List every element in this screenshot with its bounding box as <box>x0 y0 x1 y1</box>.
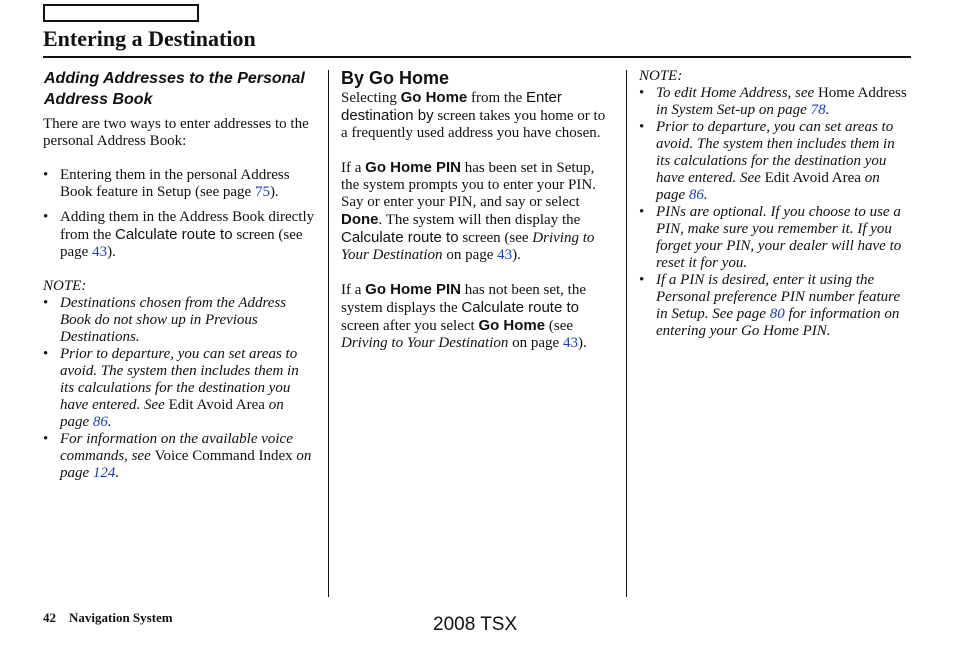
header-tab-box <box>43 4 199 22</box>
page-number: 42 <box>43 610 56 625</box>
note-item: • Destinations chosen from the Address Book do not show up in Previous Destinations. <box>43 295 315 346</box>
note-list <box>639 85 911 340</box>
note-list <box>43 295 315 482</box>
page-footer <box>43 610 173 626</box>
page-link[interactable]: 43 <box>562 335 578 351</box>
title-rule <box>43 56 911 58</box>
column-divider <box>626 70 627 597</box>
column-right <box>639 68 911 340</box>
section-name: Navigation System <box>69 610 173 625</box>
column-divider <box>328 70 329 597</box>
section-heading: By Go Home <box>341 68 450 88</box>
subheading: Adding Addresses to the Personal Address Book <box>44 70 305 108</box>
page-link[interactable]: 43 <box>92 244 108 260</box>
note-label: NOTE: <box>639 68 683 84</box>
note-item: • PINs are optional. If you choose to use a PIN, make sure you remember it. If you forget your PIN, your dealer will have to reset it for you. <box>639 204 911 272</box>
list-item: • Entering them in the personal Address Book feature in Setup (see page 75). <box>43 167 315 201</box>
page-title: Entering a Destination <box>43 26 256 51</box>
note-item: • If a PIN is desired, enter it using the Personal preference PIN number feature in Setup. See page 80 for information on entering your Go Home PIN. <box>639 272 911 340</box>
page-link[interactable]: 43 <box>497 247 513 263</box>
note-item: • To edit Home Address, see Home Address in System Set-up on page 78. <box>639 85 911 119</box>
paragraph: Selecting Go Home from the Enter destination by screen takes you home or to a frequently used address you have chosen. <box>341 89 606 141</box>
note-label: NOTE: <box>43 278 87 294</box>
page-link[interactable]: 75 <box>254 184 270 200</box>
paragraph: If a Go Home PIN has not been set, the system displays the Calculate route to screen after you select Go Home (see Driving to Your Destination on page 43). <box>341 281 587 351</box>
note-item: • Prior to departure, you can set areas to avoid. The system then includes them in its calculations for the destination you have entered. See Edit Avoid Area on page 86. <box>43 346 315 431</box>
page-link[interactable]: 124 <box>92 465 116 481</box>
bullet-list <box>43 167 315 261</box>
page-link[interactable]: 86 <box>92 414 108 430</box>
page-link[interactable]: 80 <box>769 306 785 322</box>
page-link[interactable]: 86 <box>688 187 704 203</box>
column-left <box>43 68 315 482</box>
intro-text: There are two ways to enter addresses to the personal Address Book: <box>43 116 309 149</box>
note-item: • For information on the available voice commands, see Voice Command Index on page 124. <box>43 431 315 482</box>
note-item: • Prior to departure, you can set areas to avoid. The system then includes them in its calculations for the destination you have entered. See Edit Avoid Area on page 86. <box>639 119 911 204</box>
paragraph: If a Go Home PIN has been set in Setup, the system prompts you to enter your PIN. Say or enter your PIN, and say or select Done. The system will then display the Calculate route to screen (see Driving to Your Destination on page 43). <box>341 159 596 263</box>
model-label: 2008 TSX <box>433 614 518 635</box>
column-middle <box>341 68 613 369</box>
list-item: • Adding them in the Address Book directly from the Calculate route to screen (see page 43). <box>43 209 315 261</box>
page-link[interactable]: 78 <box>810 102 826 118</box>
